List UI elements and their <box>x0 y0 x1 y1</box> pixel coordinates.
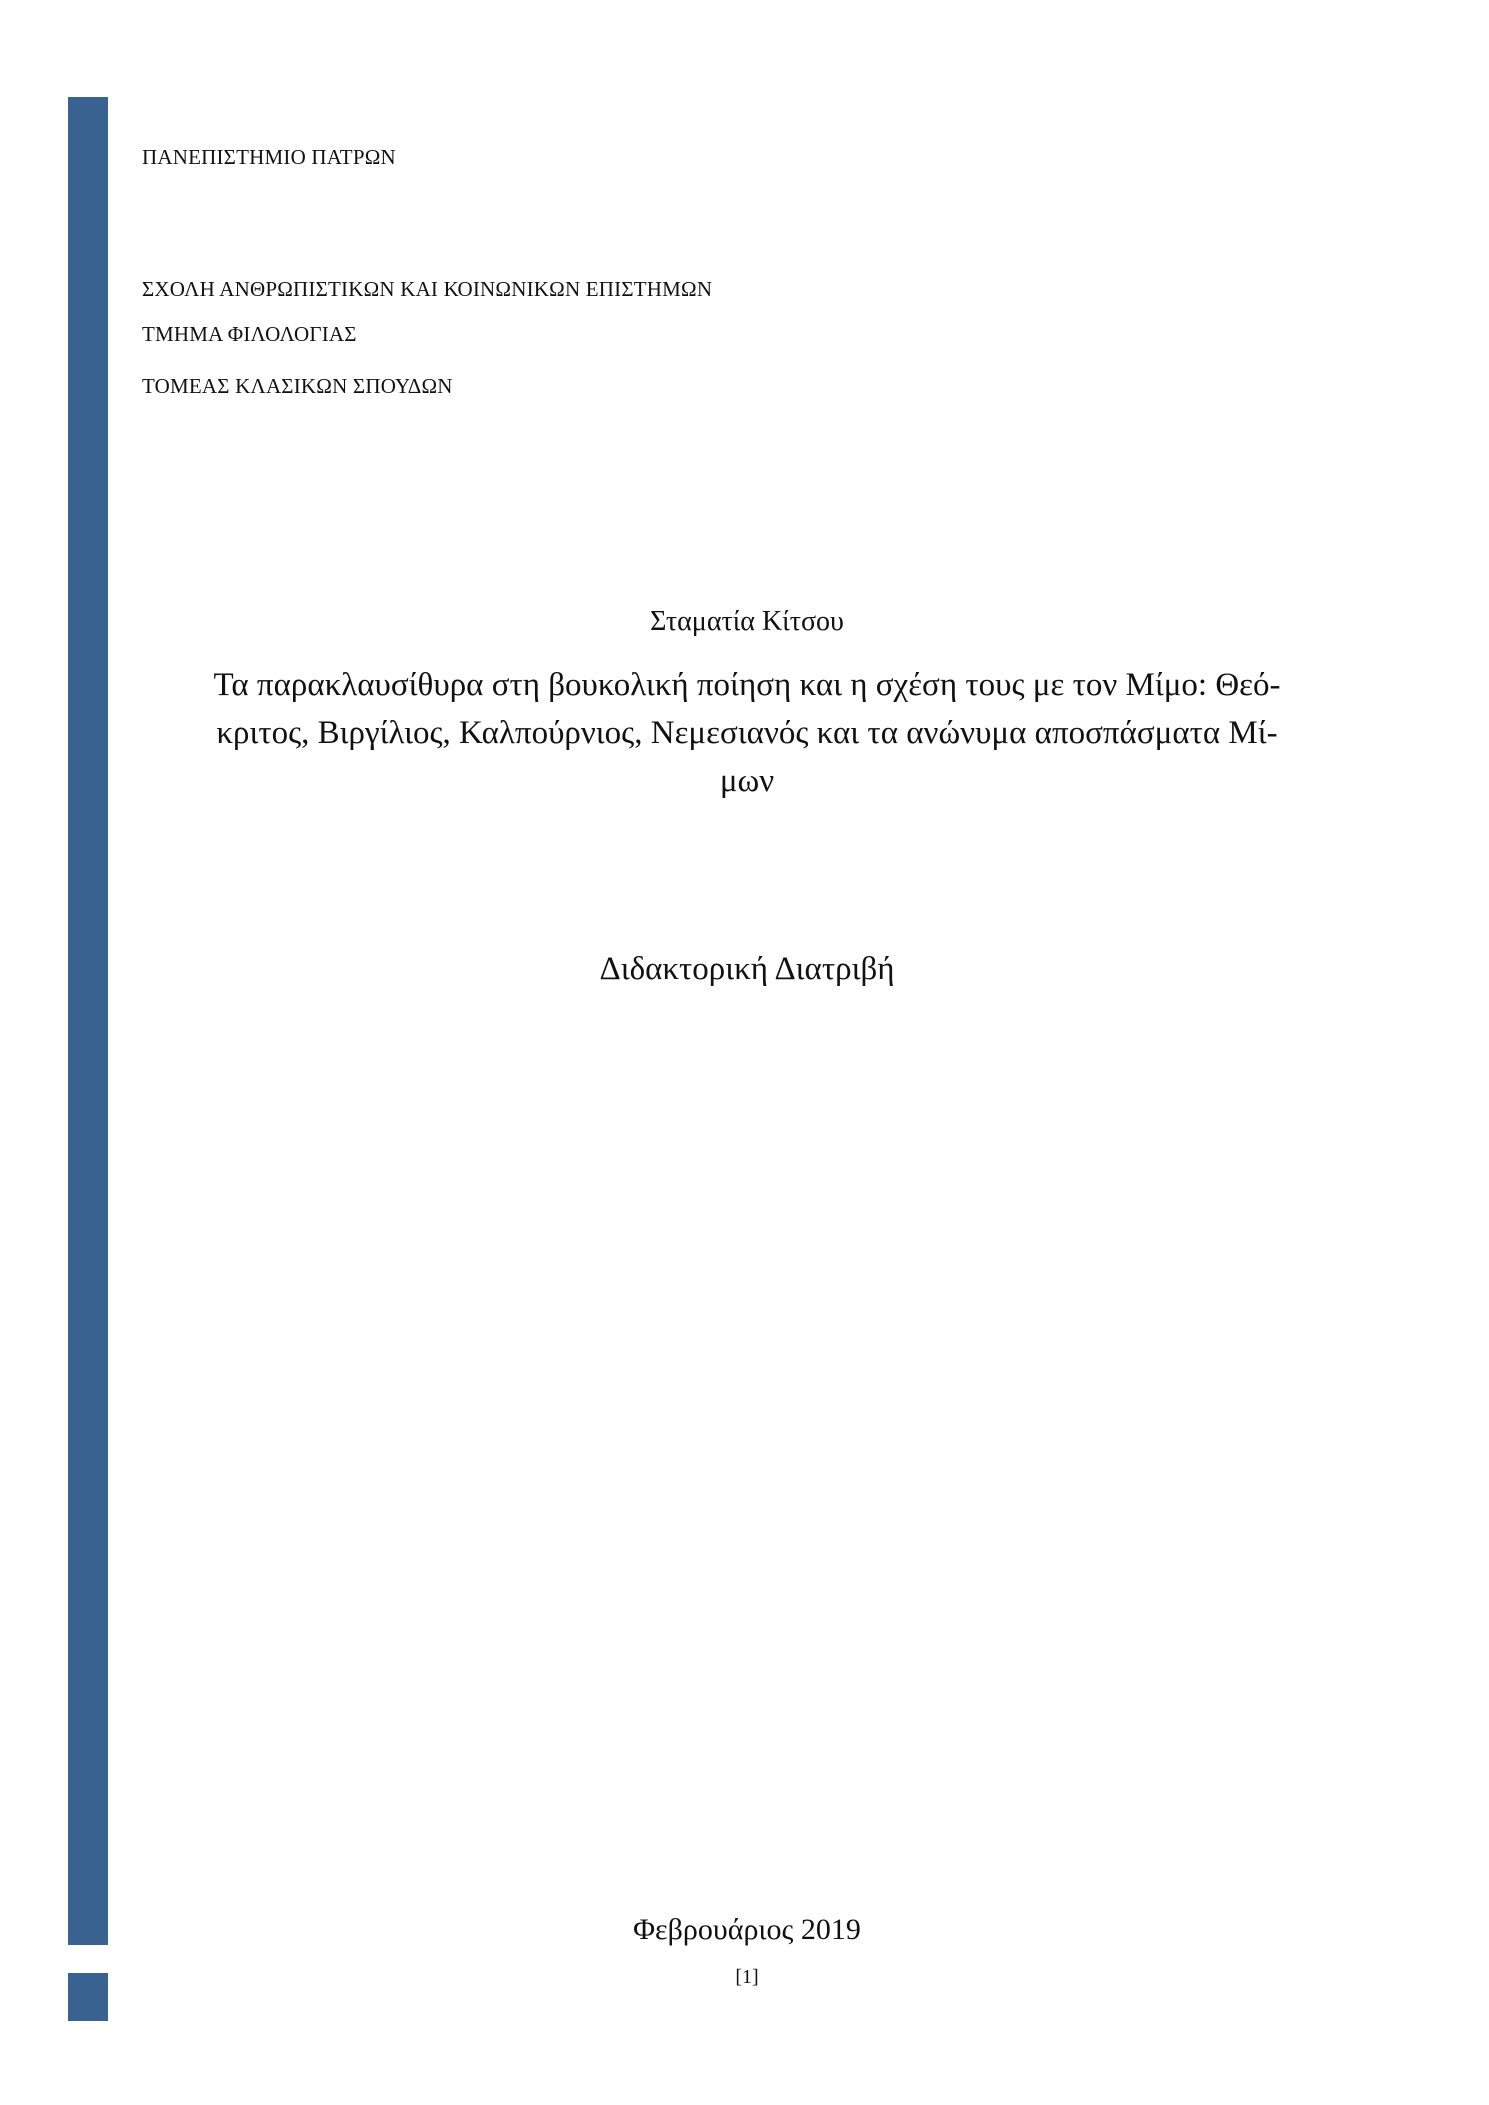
decorative-side-square <box>68 1973 108 2021</box>
school-name: ΣΧΟΛΗ ΑΝΘΡΩΠΙΣΤΙΚΩΝ ΚΑΙ ΚΟΙΝΩΝΙΚΩΝ ΕΠΙΣΤΗΜΩΝ <box>142 277 713 301</box>
thesis-title-line: Τα παρακλαυσίθυρα στη βουκολική ποίηση και η σχέση τους με τον Μίμο: Θεό- <box>213 667 1281 703</box>
university-name: ΠΑΝΕΠΙΣΤΗΜΙΟ ΠΑΤΡΩΝ <box>142 145 396 169</box>
author-name: Σταματία Κίτσου <box>650 606 844 637</box>
section-name: ΤΟΜΕΑΣ ΚΛΑΣΙΚΩΝ ΣΠΟΥΔΩΝ <box>142 374 453 398</box>
thesis-title-line: κριτος, Βιργίλιος, Καλπούρνιος, Νεμεσιανός και τα ανώνυμα αποσπάσματα Μί- <box>216 715 1278 751</box>
decorative-side-bar <box>68 97 108 1945</box>
department-name: ΤΜΗΜΑ ΦΙΛΟΛΟΓΙΑΣ <box>142 322 357 346</box>
thesis-title <box>142 661 1352 805</box>
page-number: [1] <box>735 1966 759 1988</box>
thesis-type: Διδακτορική Διατριβή <box>599 951 895 987</box>
publication-date: Φεβρουάριος 2019 <box>633 1913 861 1946</box>
thesis-title-line: μων <box>719 763 775 799</box>
